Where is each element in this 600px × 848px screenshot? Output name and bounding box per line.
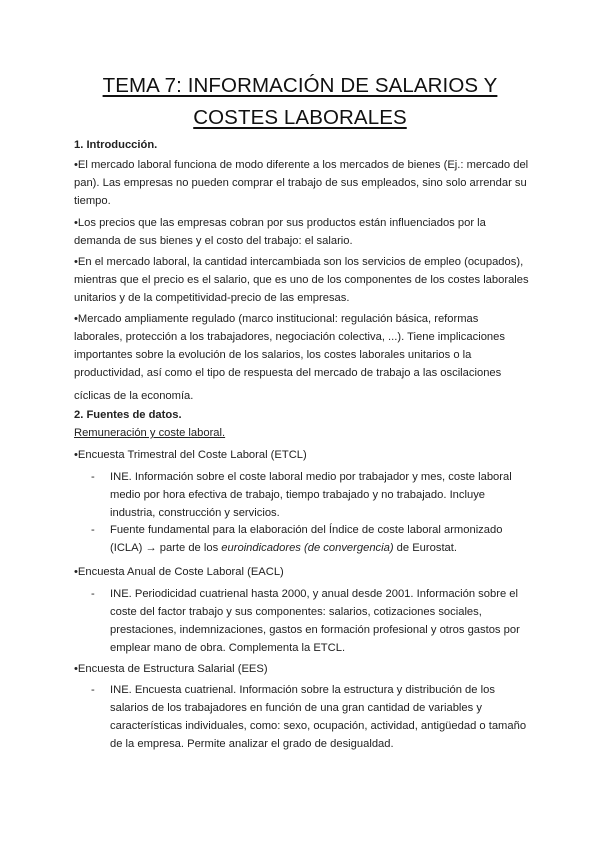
section-2-subheading: Remuneración y coste laboral.	[74, 427, 226, 439]
section-1-heading: 1. Introducción.	[74, 139, 158, 151]
euroindicadores-emphasis: euroindicadores (de convergencia)	[221, 542, 394, 554]
paragraph-4-line: •Mercado ampliamente regulado (marco institucional: regulación básica, reformas	[74, 313, 479, 325]
page-title-line-2: COSTES LABORALES	[193, 106, 407, 129]
list-dash: -	[91, 588, 95, 600]
ees-item-1-line: salarios de los trabajadores en función de una gran cantidad de variables y	[110, 702, 482, 714]
paragraph-2-line: demanda de sus bienes y el costo del trabajo: el salario.	[74, 235, 353, 247]
etcl-item-1-line: INE. Información sobre el coste laboral medio por trabajador y mes, coste laboral	[110, 471, 512, 483]
list-dash: -	[91, 524, 95, 536]
ees-item-1-line: características individuales, como: sexo, ocupación, actividad, antigüedad o tamaño	[110, 720, 527, 732]
etcl-item-2-line: Fuente fundamental para la elaboración del Índice de coste laboral armonizado	[110, 524, 503, 536]
eacl-item-1-line: coste del factor trabajo y sus componentes: salarios, cotizaciones sociales,	[110, 606, 482, 618]
paragraph-3-line: mientras que el precio es el salario, que es uno de los componentes de los costes laborales	[74, 274, 529, 286]
etcl-title: •Encuesta Trimestral del Coste Laboral (ETCL)	[74, 449, 307, 461]
etcl-item-2-text-b: de Eurostat.	[393, 542, 457, 554]
paragraph-4-line: cíclicas de la economía.	[74, 390, 194, 402]
list-dash: -	[91, 684, 95, 696]
paragraph-1-line: tiempo.	[74, 195, 111, 207]
eacl-item-1-line: emplear mano de obra. Complementa la ETCL.	[110, 642, 346, 654]
ees-item-1-line: INE. Encuesta cuatrienal. Información sobre la estructura y distribución de los	[110, 684, 495, 696]
ees-item-1-line: de la empresa. Permite analizar el grado de desigualdad.	[110, 738, 394, 750]
etcl-item-1-line: medio por hora efectiva de trabajo, tiempo trabajado y no trabajado. Incluye	[110, 489, 486, 501]
eacl-title: •Encuesta Anual de Coste Laboral (EACL)	[74, 566, 284, 578]
etcl-item-1-line: industria, construcción y servicios.	[110, 507, 280, 519]
paragraph-4-line: importantes sobre la evolución de los salarios, los costes laborales unitarios o la	[74, 349, 472, 361]
eacl-item-1-line: prestaciones, indemnizaciones, gastos en formación profesional y otros gastos por	[110, 624, 520, 636]
eacl-item-1-line: INE. Periodicidad cuatrienal hasta 2000, y anual desde 2001. Información sobre el	[110, 588, 518, 600]
list-dash: -	[91, 471, 95, 483]
paragraph-3-line: unitarios y de la competitividad-precio de las empresas.	[74, 292, 350, 304]
etcl-item-2-line	[110, 542, 457, 554]
ees-title: •Encuesta de Estructura Salarial (EES)	[74, 663, 268, 675]
paragraph-4-line: productividad, así como el tipo de respuesta del mercado de trabajo a las oscilaciones	[74, 367, 502, 379]
etcl-item-2-text-a: (ICLA) → parte de los	[110, 542, 222, 554]
paragraph-2-line: •Los precios que las empresas cobran por sus productos están influenciados por la	[74, 217, 486, 229]
section-2-heading: 2. Fuentes de datos.	[74, 409, 182, 421]
paragraph-3-line: •En el mercado laboral, la cantidad intercambiada son los servicios de empleo (ocupados),	[74, 256, 524, 268]
page-title-line-1: TEMA 7: INFORMACIÓN DE SALARIOS Y	[102, 74, 498, 97]
paragraph-1-line: •El mercado laboral funciona de modo diferente a los mercados de bienes (Ej.: mercado del	[74, 159, 529, 171]
paragraph-4-line: laborales, protección a los trabajadores, negociación colectiva, ...). Tiene implicaciones	[74, 331, 505, 343]
paragraph-1-line: pan). Las empresas no pueden comprar el trabajo de sus empleados, sino solo arrendar su	[74, 177, 527, 189]
